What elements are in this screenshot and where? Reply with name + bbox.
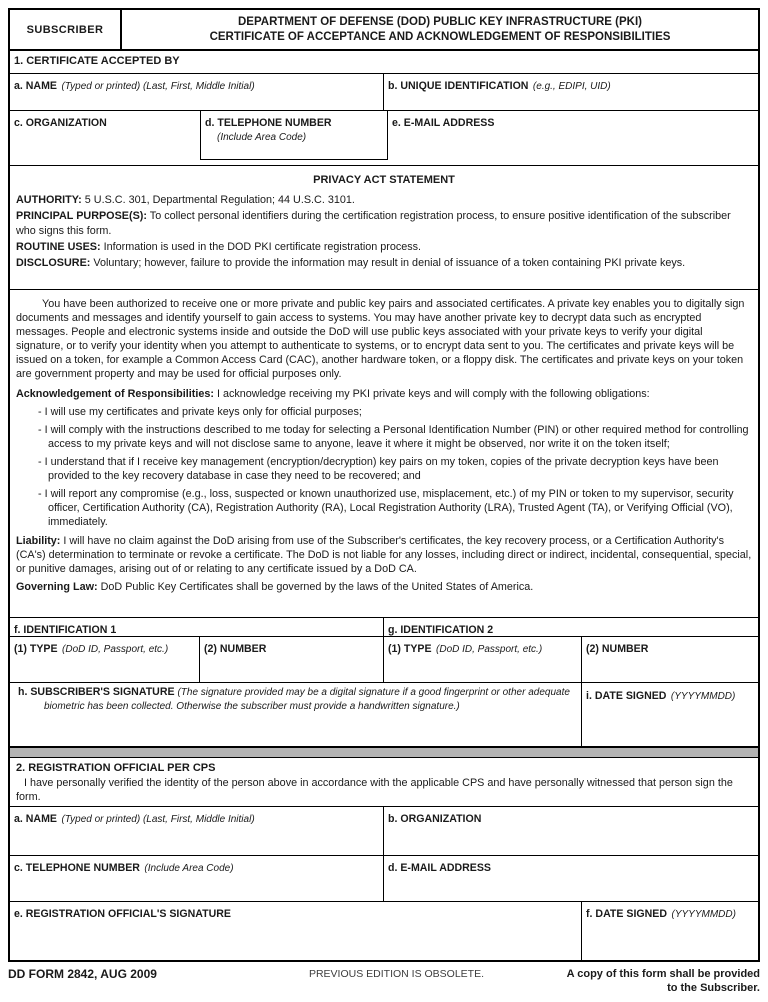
official-signature-field[interactable]: e. REGISTRATION OFFICIAL'S SIGNATURE [10,902,582,960]
obligation-item: - I will use my certificates and private keys only for official purposes; [38,406,362,418]
subscriber-badge-label: SUBSCRIBER [26,23,104,36]
official-name-field[interactable]: a. NAME (Typed or printed) (Last, First, Middle Initial) [10,807,384,855]
obligation-item: - I will comply with the instructions described to me today for selecting a Personal Identification Number (PIN) or other required method for controlling access to my private keys and will not disclose same to anyone, leave it where it might be observed, nor write it on the token itself; [38,424,749,450]
edition-note: PREVIOUS EDITION IS OBSOLETE. [308,968,485,980]
form-title-line1: DEPARTMENT OF DEFENSE (DOD) PUBLIC KEY INFRASTRUCTURE (PKI) [238,15,642,28]
section2-row-phone-email [10,855,758,901]
email-label: e. E-MAIL ADDRESS [392,117,495,129]
subscriber-telephone-field[interactable] [200,111,388,160]
privacy-authority: AUTHORITY: 5 U.S.C. 301, Departmental Regulation; 44 U.S.C. 3101. [16,194,355,206]
official-name-input[interactable] [10,823,383,855]
id2-type-input[interactable] [384,653,581,682]
official-organization-input[interactable] [384,823,758,855]
uid-label: b. UNIQUE IDENTIFICATION [388,80,529,92]
section2-title: 2. REGISTRATION OFFICIAL PER CPS [16,762,216,774]
section2-row-name-org [10,806,758,855]
authorization-paragraph: You have been authorized to receive one or more private and public key pairs and associated certificates. A private key enables you to digitally sign documents and messages and identify yourself to gain access to systems. You may have another private key to decrypt data such as encrypted messages. People and electronic systems inside and outside the DoD will use public keys associated with your private keys to verify your digital signature, or to verify your identity when you attempt to authenticate to systems, or to encrypt data sent to you. The certificates and private keys will be issued on a token, for example a Common Access Card (CAC), another hardware token, or a floppy disk. The certificates and private keys on your token are government property and may be used for official purposes only. [16,298,745,380]
section1-row-org-phone-email [10,110,758,165]
acknowledgement-paragraph: Acknowledgement of Responsibilities: I acknowledge receiving my PKI private keys and will comply with the following obligations: [16,388,650,400]
name-label: a. NAME [14,80,57,92]
id1-type-field[interactable]: (1) TYPE (DoD ID, Passport, etc.) [10,637,200,682]
privacy-disclosure: DISCLOSURE: Voluntary; however, failure to provide the information may result in denial of issuance of a token containing PKI private keys. [16,257,686,269]
identification1-header: f. IDENTIFICATION 1 [10,618,384,636]
section1-title: 1. CERTIFICATE ACCEPTED BY [14,55,180,67]
identification-header-row [10,617,758,636]
id1-number-input[interactable] [200,653,383,682]
privacy-heading: PRIVACY ACT STATEMENT [313,174,455,186]
dd-form-2842 [8,8,760,962]
form-title-line2: CERTIFICATE OF ACCEPTANCE AND ACKNOWLEDGEMENT OF RESPONSIBILITIES [209,30,671,43]
form-number: DD FORM 2842, AUG 2009 [8,967,157,981]
official-signature-input[interactable] [10,918,581,960]
obligation-item: - I will report any compromise (e.g., loss, suspected or known unauthorized use, misplacement, etc.) of my PIN or token to my supervisor, security officer, Certification Authority (CA), Registration Authority (RA), Local Registration Authority (LRA), Trusted Agent (TA), or Verifying Official (VO), immediately. [38,488,734,528]
subscriber-email-field[interactable] [388,111,758,165]
id2-number-field[interactable]: (2) NUMBER [582,637,758,682]
section2-row-signature-date [10,901,758,960]
id2-number-input[interactable] [582,653,758,682]
official-organization-field[interactable]: b. ORGANIZATION [384,807,758,855]
telephone-label: d. TELEPHONE NUMBER [205,117,332,129]
subscriber-signature-label: h. SUBSCRIBER'S SIGNATURE (The signature provided may be a digital signature if a good fingerprint or other adequate biometric has been collected. Otherwise the subscriber must provide a handwritten signature.) [18,686,570,712]
governing-law-paragraph: Governing Law: DoD Public Key Certificates shall be governed by the laws of the United States of America. [16,581,534,593]
official-telephone-input[interactable] [10,872,383,901]
identification2-header: g. IDENTIFICATION 2 [388,624,494,636]
id1-number-field[interactable]: (2) NUMBER [200,637,384,682]
form-footer [8,967,760,995]
name-hint: (Typed or printed) (Last, First, Middle Initial) [61,81,255,92]
official-date-signed-input[interactable] [582,918,758,960]
privacy-routine-uses: ROUTINE USES: Information is used in the DOD PKI certificate registration process. [16,241,422,253]
id2-type-field[interactable]: (1) TYPE (DoD ID, Passport, etc.) [384,637,582,682]
official-email-field[interactable]: d. E-MAIL ADDRESS [384,856,758,901]
section2-intro-text: I have personally verified the identity of the person above in accordance with the applicable CPS and have personally witnessed that person sign the form. [16,777,733,803]
organization-label: c. ORGANIZATION [14,117,107,129]
privacy-principal-purpose: PRINCIPAL PURPOSE(S): To collect personal identifiers during the certification registration process, to ensure positive identification of the subscriber who signs this form. [16,210,731,237]
copy-note: A copy of this form shall be provided to the Subscriber. [566,968,760,994]
subscriber-date-signed-field[interactable]: i. DATE SIGNED (YYYYMMDD) [586,690,736,702]
obligation-item: - I understand that if I receive key management (encryption/decryption) key pairs on my token, copies of the private decryption keys have been provided to the key recovery database in case they need to be recovered; and [38,456,719,482]
official-telephone-field[interactable]: c. TELEPHONE NUMBER (Include Area Code) [10,856,384,901]
subscriber-email-input[interactable] [388,127,758,165]
official-email-input[interactable] [384,872,758,901]
official-date-signed-field[interactable]: f. DATE SIGNED (YYYYMMDD) [582,902,758,960]
uid-hint: (e.g., EDIPI, UID) [532,81,611,92]
id1-type-input[interactable] [10,653,199,682]
liability-paragraph: Liability: I will have no claim against the DoD arising from use of the Subscriber's certificates, the key recovery process, or a Certification Authority's (CA's) determination to terminate or revoke a certificate. The DoD is not liable for any losses, including direct or indirect, incidental, consequential, special, or punitive damages, arising out of or relating to any certificate issued by a DoD CA. [16,535,752,575]
telephone-hint: (Include Area Code) [217,132,307,143]
identification-type-number-row [10,636,758,682]
